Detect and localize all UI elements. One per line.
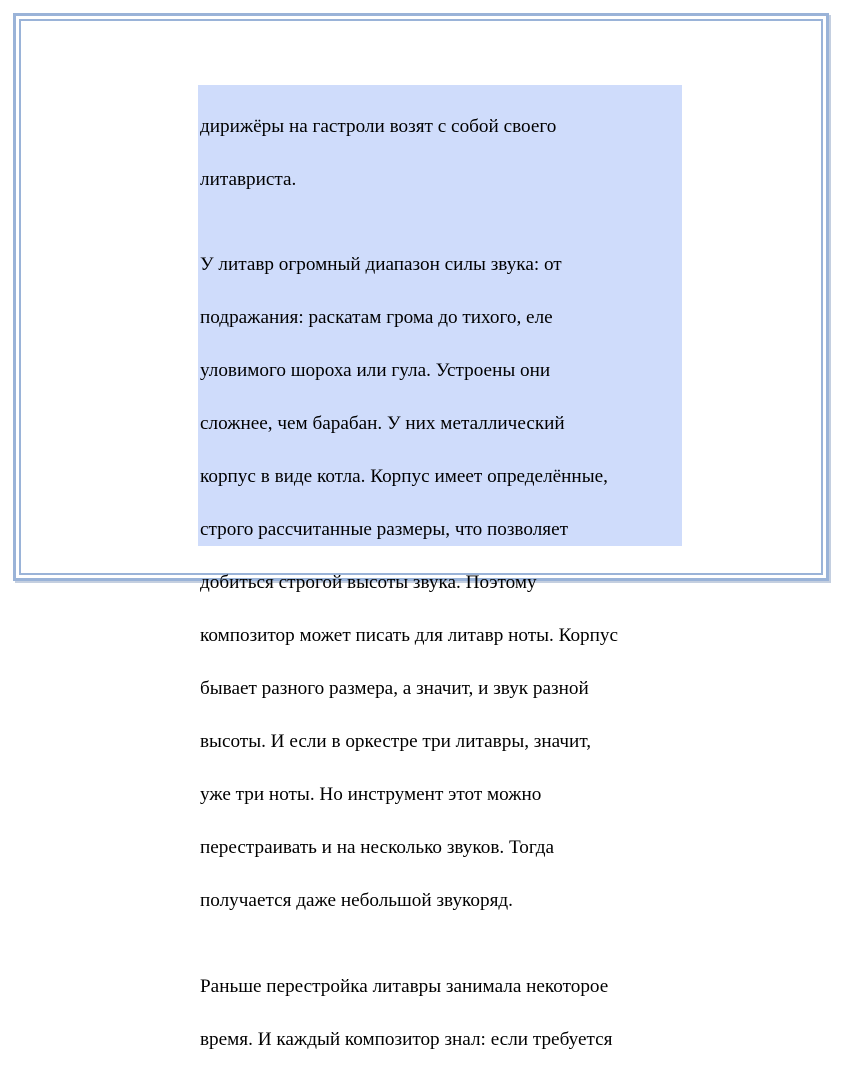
text-line: литавриста. <box>200 168 297 190</box>
text-line: время. И каждый композитор знал: если требуется <box>200 1028 613 1050</box>
frame-shadow-right <box>829 15 831 583</box>
text-line: сложнее, чем барабан. У них металлический <box>200 413 565 434</box>
text-line: подражания: раскатам грома до тихого, еле <box>200 307 553 328</box>
text-line: композитор может писать для литавр ноты. Корпус <box>200 625 619 646</box>
text-line: уловимого шороха или гула. Устроены они <box>200 360 551 381</box>
text-line: высоты. И если в оркестре три литавры, значит, <box>200 731 592 752</box>
paragraph-3 <box>200 947 680 1080</box>
text-line: бывает разного размера, а значит, и звук разной <box>200 678 589 699</box>
text-line: перестраивать и на несколько звуков. Тогда <box>200 837 555 858</box>
text-line: Раньше перестройка литавры занимала некоторое <box>200 975 609 997</box>
text-line: корпус в виде котла. Корпус имеет определённые, <box>200 466 608 487</box>
text-box <box>198 85 682 1050</box>
text-line: строго рассчитанные размеры, что позволяет <box>200 519 569 540</box>
text-line: У литавр огромный диапазон силы звука: от <box>200 254 562 275</box>
text-line: уже три ноты. Но инструмент этот можно <box>200 784 542 805</box>
text-line: дирижёры на гастроли возят с собой своего <box>200 115 557 137</box>
text-line: добиться строгой высоты звука. Поэтому <box>200 572 537 593</box>
paragraph-2 <box>200 226 680 942</box>
text-line: получается даже небольшой звукоряд. <box>200 890 513 911</box>
paragraph-1 <box>200 87 680 220</box>
